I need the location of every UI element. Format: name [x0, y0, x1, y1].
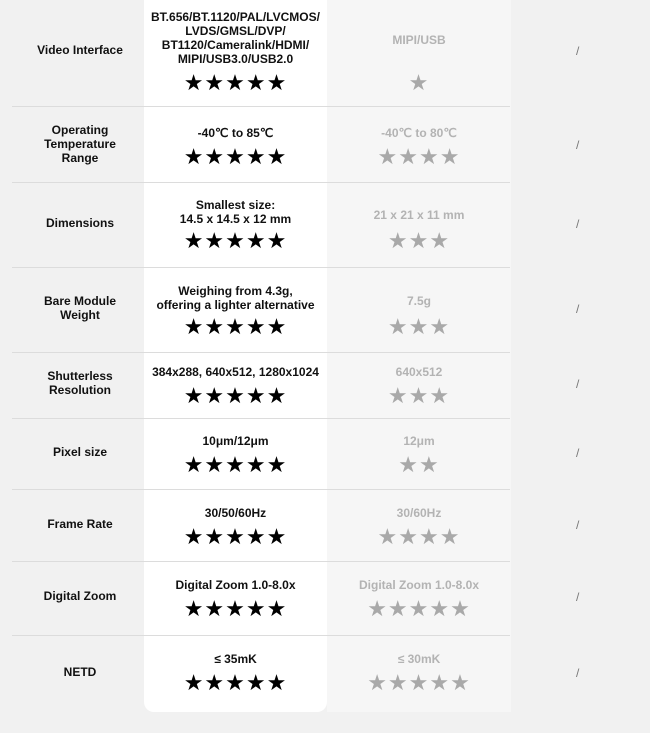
- our-rating-stars: ★★★★★: [183, 228, 288, 253]
- competitor-spec-value: Digital Zoom 1.0-8.0x: [358, 578, 480, 592]
- competitor-spec-cell: [327, 126, 511, 140]
- competitor-rating-stars: ★★: [398, 452, 440, 477]
- third-column-value: /: [576, 590, 580, 604]
- competitor-spec-value: 21 x 21 x 11 mm: [373, 208, 465, 222]
- row-divider: [12, 489, 510, 490]
- row-divider: [12, 561, 510, 562]
- competitor-spec-cell: [327, 652, 511, 666]
- our-spec-cell: [144, 126, 327, 140]
- row-label: Bare Module Weight: [43, 294, 116, 322]
- competitor-spec-value: 30/60Hz: [396, 506, 442, 520]
- our-spec-cell: [144, 652, 327, 666]
- third-column-value: /: [576, 446, 580, 460]
- third-column-value: /: [576, 138, 580, 152]
- our-spec-cell: [144, 284, 327, 312]
- competitor-spec-value: 12μm: [403, 434, 435, 448]
- our-spec-value: -40℃ to 85℃: [197, 126, 274, 140]
- our-rating-stars: ★★★★★: [183, 524, 288, 549]
- our-rating-stars: ★★★★★: [183, 70, 288, 95]
- competitor-rating-stars: ★: [408, 70, 430, 95]
- competitor-spec-cell: [327, 578, 511, 592]
- competitor-spec-value: -40℃ to 80℃: [381, 126, 457, 140]
- competitor-spec-value: ≤ 30mK: [397, 652, 441, 666]
- competitor-spec-cell: [327, 33, 511, 47]
- competitor-rating-stars: ★★★: [387, 314, 451, 339]
- our-spec-cell: [144, 578, 327, 592]
- row-divider: [12, 106, 510, 107]
- row-divider: [12, 418, 510, 419]
- competitor-rating-stars: ★★★: [387, 383, 451, 408]
- competitor-rating-stars: ★★★★: [377, 524, 461, 549]
- our-rating-stars: ★★★★★: [183, 383, 288, 408]
- our-spec-value: BT.656/BT.1120/PAL/LVCMOS/ LVDS/GMSL/DVP/ BT1120/Cameralink/HDMI/ MIPI/USB3.0/USB2.0: [151, 10, 320, 66]
- competitor-rating-stars: ★★★★: [377, 144, 461, 169]
- our-spec-value: ≤ 35mK: [214, 652, 257, 666]
- competitor-spec-cell: [327, 506, 511, 520]
- row-divider: [12, 635, 510, 636]
- our-spec-value: 30/50/60Hz: [204, 506, 267, 520]
- third-column-value: /: [576, 217, 580, 231]
- competitor-spec-value: MIPI/USB: [392, 33, 446, 47]
- row-label: Digital Zoom: [43, 589, 117, 603]
- row-divider: [12, 267, 510, 268]
- row-divider: [12, 182, 510, 183]
- competitor-spec-value: 7.5g: [406, 294, 431, 308]
- row-divider: [12, 352, 510, 353]
- competitor-spec-cell: [327, 365, 511, 379]
- third-column-value: /: [576, 302, 580, 316]
- our-rating-stars: ★★★★★: [183, 144, 288, 169]
- competitor-spec-cell: [327, 208, 511, 222]
- our-rating-stars: ★★★★★: [183, 670, 288, 695]
- row-label: Operating Temperature Range: [44, 123, 116, 165]
- our-spec-value: Smallest size: 14.5 x 14.5 x 12 mm: [179, 198, 292, 226]
- third-column-value: /: [576, 666, 580, 680]
- our-spec-cell: [144, 434, 327, 448]
- our-spec-cell: [144, 198, 327, 226]
- third-column-value: /: [576, 518, 580, 532]
- our-spec-value: 10μm/12μm: [202, 434, 269, 448]
- competitor-rating-stars: ★★★: [387, 228, 451, 253]
- our-spec-cell: [144, 10, 327, 66]
- our-rating-stars: ★★★★★: [183, 596, 288, 621]
- third-column-value: /: [576, 377, 580, 391]
- competitor-spec-value: 640x512: [395, 365, 443, 379]
- row-label: NETD: [63, 665, 97, 679]
- our-rating-stars: ★★★★★: [183, 314, 288, 339]
- row-label: Pixel size: [52, 445, 108, 459]
- row-label: Shutterless Resolution: [47, 369, 113, 397]
- row-label: Dimensions: [45, 216, 114, 230]
- competitor-rating-stars: ★★★★★: [367, 596, 471, 621]
- our-spec-cell: [144, 365, 327, 379]
- row-label: Frame Rate: [47, 517, 113, 531]
- our-rating-stars: ★★★★★: [183, 452, 288, 477]
- our-spec-cell: [144, 506, 327, 520]
- competitor-rating-stars: ★★★★★: [367, 670, 471, 695]
- our-spec-value: 384x288, 640x512, 1280x1024: [152, 365, 319, 379]
- our-spec-value: Digital Zoom 1.0-8.0x: [175, 578, 296, 592]
- row-label: Video Interface: [37, 43, 123, 57]
- competitor-spec-cell: [327, 294, 511, 308]
- our-spec-value: Weighing from 4.3g, offering a lighter alternative: [156, 284, 315, 312]
- competitor-spec-cell: [327, 434, 511, 448]
- third-column-value: /: [576, 44, 580, 58]
